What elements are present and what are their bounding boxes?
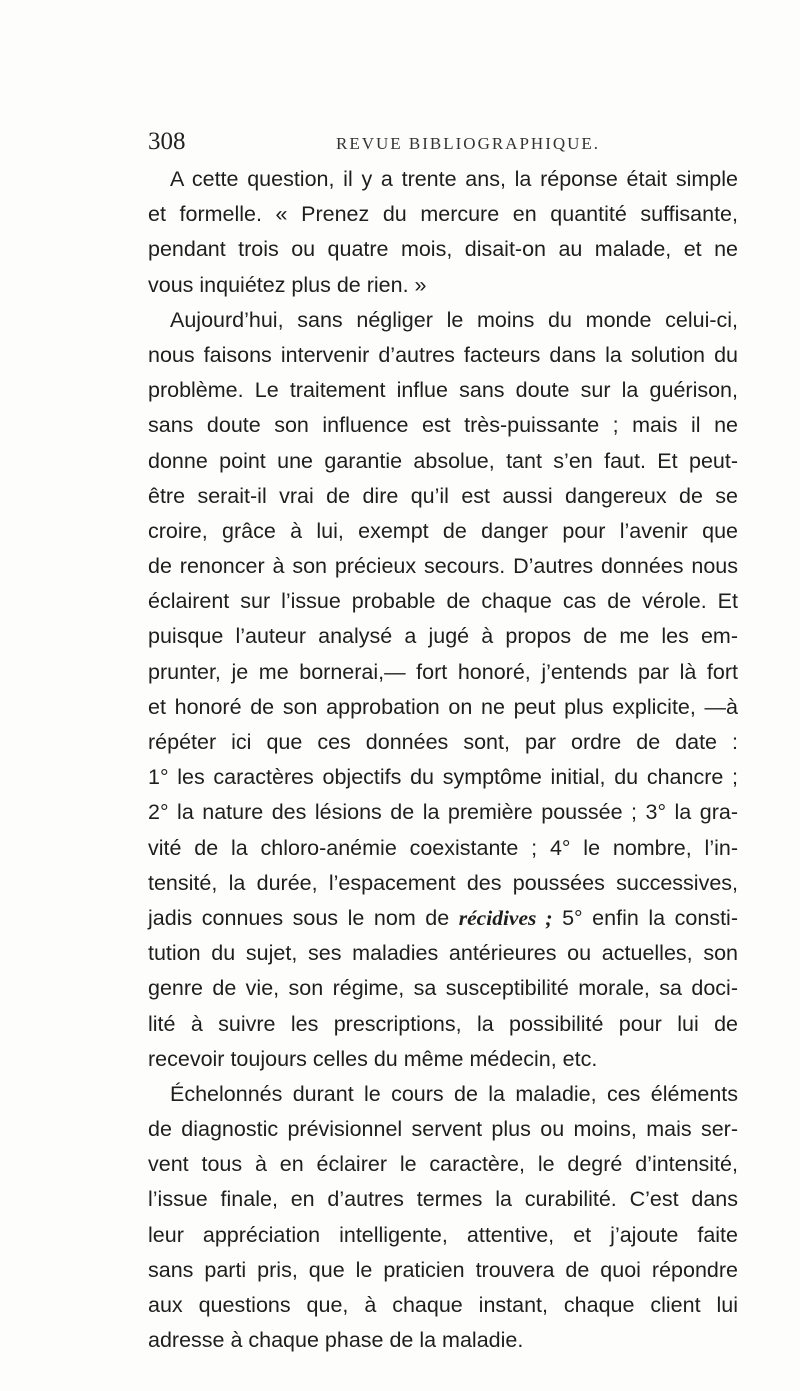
text-line: Aujourd’hui, sans négliger le moins du monde celui-ci, (170, 307, 738, 332)
text-segment: 5° enfin la consti- (562, 905, 738, 930)
text-line: et formelle. « Prenez du mercure en quantité suffisante, (148, 202, 738, 227)
page-header (148, 128, 738, 162)
running-head: REVUE BIBLIOGRAPHIQUE. (336, 134, 601, 153)
text-line: vous inquiétez plus de rien. » (148, 272, 427, 297)
text-line: nous faisons intervenir d’autres facteurs dans la solution du (148, 342, 738, 367)
text-line: Échelonnés durant le cours de la maladie, ces éléments (170, 1081, 738, 1106)
text-line: aux questions que, à chaque instant, chaque client lui (148, 1293, 738, 1317)
text-line: l’issue finale, en d’autres termes la curabilité. C’est dans (148, 1187, 738, 1212)
text-line: et honoré de son approbation on ne peut plus explicite, —à (148, 694, 738, 719)
text-line: 2° la nature des lésions de la première poussée ; 3° la gra- (148, 800, 738, 825)
text-line: croire, grâce à lui, exempt de danger pour l’avenir que (148, 518, 738, 543)
text-line: vité de la chloro-anémie coexistante ; 4° le nombre, l’in- (148, 835, 738, 860)
text-line: prunter, je me bornerai,— fort honoré, j’entends par là fort (148, 659, 738, 684)
text-line: éclairent sur l’issue probable de chaque cas de vérole. Et (148, 589, 738, 614)
text-line: vent tous à en éclairer le caractère, le degré d’intensité, (148, 1152, 738, 1177)
text-line: problème. Le traitement influe sans doute sur la guérison, (148, 378, 738, 403)
text-segment: jadis connues sous le nom de (148, 905, 450, 930)
text-line: de renoncer à son précieux secours. D’autres données nous (148, 554, 738, 579)
text-line: de diagnostic prévisionnel servent plus ou moins, mais ser- (148, 1117, 738, 1142)
text-line: donne point une garantie absolue, tant s’en faut. Et peut- (148, 448, 738, 473)
text-line: recevoir toujours celles du même médecin, etc. (148, 1046, 598, 1071)
text-line: adresse à chaque phase de la maladie. (148, 1328, 524, 1353)
text-line: genre de vie, son régime, sa susceptibilité morale, sa doci- (148, 976, 738, 1001)
body-text (148, 162, 738, 1358)
text-line: tensité, la durée, l’espacement des poussées successives, (148, 870, 738, 895)
page-number: 308 (148, 128, 186, 155)
text-line: puisque l’auteur analysé a jugé à propos de me les em- (148, 624, 738, 649)
text-line-mixed (148, 901, 738, 936)
text-line: être serait-il vrai de dire qu’il est aussi dangereux de se (148, 483, 738, 508)
text-line: sans parti pris, que le praticien trouvera de quoi répondre (148, 1257, 738, 1282)
text-line: tution du sujet, ses maladies antérieures ou actuelles, son (148, 941, 738, 966)
text-line: pendant trois ou quatre mois, disait-on au malade, et ne (148, 237, 738, 262)
text-line: lité à suivre les prescriptions, la possibilité pour lui de (148, 1011, 738, 1036)
text-line: 1° les caractères objectifs du symptôme initial, du chancre ; (148, 765, 738, 790)
text-line: sans doute son influence est très-puissante ; mais il ne (148, 413, 738, 438)
text-line: répéter ici que ces données sont, par ordre de date : (148, 730, 738, 754)
italic-term-recidives: récidives ; (458, 905, 553, 930)
text-line: A cette question, il y a trente ans, la réponse était simple (170, 167, 738, 191)
text-line: leur appréciation intelligente, attentive, et j’ajoute faite (148, 1222, 738, 1247)
